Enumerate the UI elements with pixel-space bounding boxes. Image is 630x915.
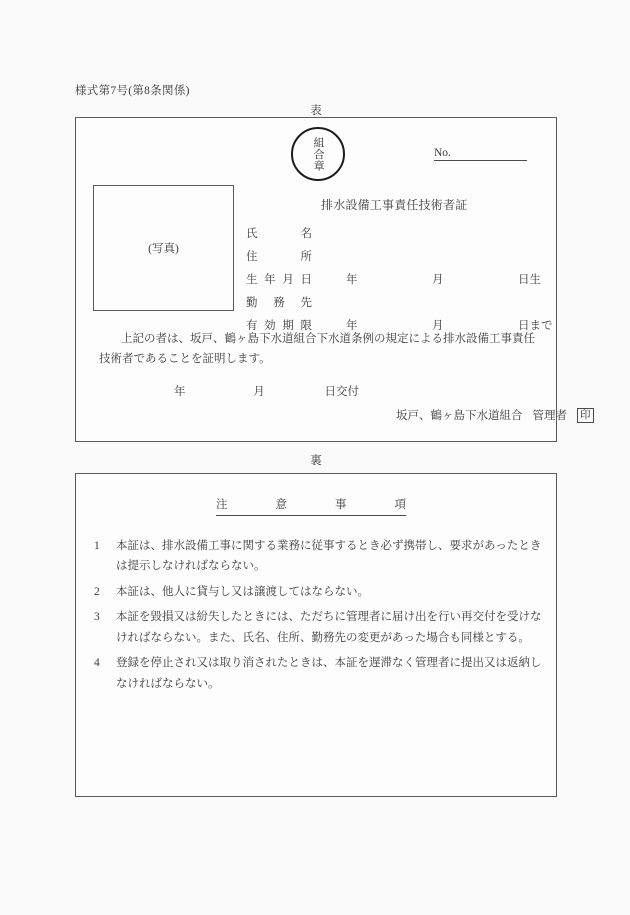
field-label-birthdate: 生年月日	[246, 274, 312, 286]
issue-date-line	[174, 383, 359, 399]
field-expiry-year[interactable]: 年	[346, 320, 358, 332]
note-item	[94, 582, 546, 602]
note-item	[94, 607, 546, 648]
field-expiry-month[interactable]: 月	[432, 320, 444, 332]
certification-statement	[99, 330, 541, 370]
certification-statement-text: 上記の者は、坂戸、鶴ヶ島下水道組合下水道条例の規定による排水設備工事責任技術者であることを証明します。	[99, 333, 535, 365]
field-label-address: 住所	[246, 251, 312, 263]
field-label-expiry: 有効期限	[246, 320, 312, 332]
union-seal-circle	[291, 127, 345, 181]
certificate-front-card	[75, 117, 591, 442]
photo-placeholder-label: (写真)	[148, 243, 179, 255]
note-item	[94, 653, 546, 694]
field-row-birthdate	[246, 271, 541, 287]
issuer-title: 管理者	[532, 410, 567, 422]
field-label-workplace: 勤務先	[246, 297, 312, 309]
certificate-number-label: No.	[434, 147, 451, 159]
field-label-name: 氏名	[246, 228, 312, 240]
notes-heading: 注意事項	[216, 496, 406, 516]
field-expiry-day[interactable]: 日まで	[518, 320, 553, 332]
back-side-label: 裏	[310, 455, 322, 467]
note-number: 2	[94, 585, 100, 598]
note-number: 1	[94, 540, 100, 552]
certificate-number-rule[interactable]	[451, 147, 527, 161]
note-number: 4	[94, 657, 100, 670]
field-row-name	[246, 225, 408, 241]
note-text: 登録を停止され又は取り消されたときは、本証を遅滞なく管理者に提出又は返納しなければならない。	[116, 657, 542, 690]
issue-date-year[interactable]: 年	[174, 386, 186, 398]
field-row-address	[246, 248, 408, 264]
front-side-label: 表	[310, 105, 322, 117]
field-birthdate-year[interactable]: 年	[346, 274, 358, 286]
certificate-back-card	[75, 473, 557, 797]
certificate-number-field	[434, 147, 527, 161]
field-birthdate-day[interactable]: 日生	[518, 274, 541, 286]
issue-date-day[interactable]: 日交付	[324, 386, 359, 398]
certificate-title: 排水設備工事責任技術者証	[321, 198, 468, 212]
field-birthdate-month[interactable]: 月	[432, 274, 444, 286]
issuer-line	[396, 407, 594, 423]
issuer-name: 坂戸、鶴ヶ島下水道組合	[396, 410, 523, 422]
note-item	[94, 536, 546, 577]
note-text: 本証を毀損又は紛失したときには、ただちに管理者に届け出を行い再交付を受けなければならない。また、氏名、住所、勤務先の変更があった場合も同様とする。	[116, 611, 542, 644]
field-row-workplace	[246, 294, 408, 310]
note-text: 本証は、排水設備工事に関する業務に従事するとき必ず携帯し、要求があったときは提示しなければならない。	[116, 540, 542, 573]
union-seal-text: 組合章	[312, 136, 325, 172]
notes-list	[94, 536, 546, 699]
note-number: 3	[94, 611, 100, 624]
note-text: 本証は、他人に貸与し又は譲渡してはならない。	[116, 585, 369, 598]
photo-box	[93, 185, 234, 311]
form-code-label: 様式第7号(第8条関係)	[75, 85, 190, 97]
issue-date-month[interactable]: 月	[253, 386, 265, 398]
seal-stamp-icon: 印	[577, 408, 594, 423]
